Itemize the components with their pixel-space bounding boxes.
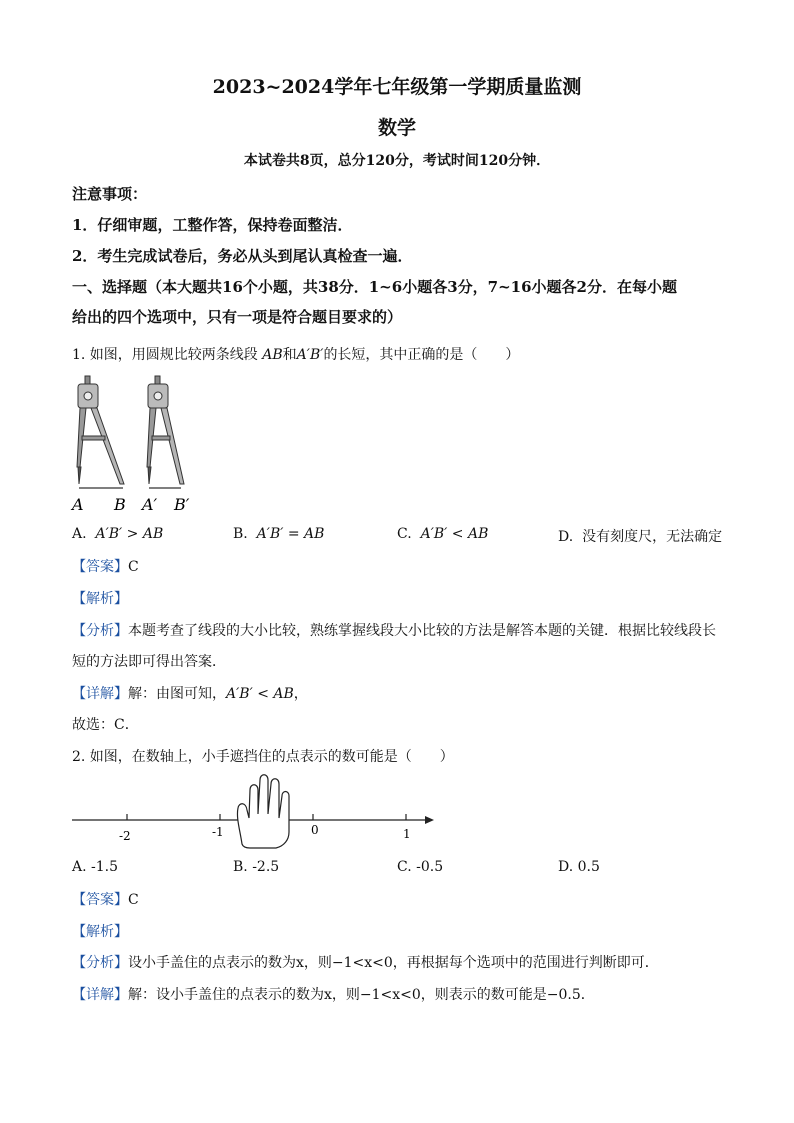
q1-answer-tag: 【答案】 <box>72 559 128 575</box>
q1-option-c-expr: A′B′ < AB <box>420 526 489 542</box>
q2-option-c-value: -0.5 <box>416 859 444 875</box>
q1-fenxi-tag: 【分析】 <box>72 623 128 639</box>
q1-option-b-letter: B. <box>233 526 248 542</box>
q1-option-b <box>233 526 324 542</box>
q2-detail-text: 解：设小手盖住的点表示的数为x，则−1<x<0，则表示的数可能是−0.5． <box>128 987 595 1003</box>
q1-answer-value: C <box>128 559 139 575</box>
q1-answer <box>72 556 139 576</box>
q1-option-a-expr: A′B′ > AB <box>95 526 164 542</box>
q1-choice: 故选：C． <box>72 717 139 733</box>
label-a: A <box>72 495 84 514</box>
q1-fenxi-text-1: 本题考查了线段的大小比较，熟练掌握线段大小比较的方法是解答本题的关键．根据比较线段长 <box>128 623 716 639</box>
q2-option-b-letter: B. <box>233 859 248 875</box>
arrow-right-icon <box>425 816 434 824</box>
q1-fenxi-line-2: 短的方法即可得出答案． <box>72 654 226 670</box>
q2-option-a-value: -1.5 <box>91 859 119 875</box>
q1-detail-end: ， <box>293 686 308 702</box>
label-b-prime: B′ <box>174 495 190 514</box>
note-item-1: 1．仔细审题，工整作答，保持卷面整洁． <box>72 216 353 234</box>
q1-option-c <box>397 526 488 542</box>
tick-label-neg2: -2 <box>119 829 131 843</box>
tick-label-0: 0 <box>311 823 319 837</box>
compass-icon-1 <box>77 376 124 484</box>
q1-seg-a1b1: A′B′ <box>296 347 324 363</box>
q2-option-a <box>72 859 118 875</box>
page-title: 2023~2024学年七年级第一学期质量监测 <box>212 76 582 98</box>
q1-fenxi-line-1 <box>72 620 716 640</box>
q2-detail-tag: 【详解】 <box>72 987 128 1003</box>
q2-answer <box>72 889 139 909</box>
q2-fenxi-text: 设小手盖住的点表示的数为x，则−1<x<0，再根据每个选项中的范围进行判断即可． <box>128 955 659 971</box>
q1-option-d <box>558 526 722 546</box>
section-heading-line-2: 给出的四个选项中，只有一项是符合题目要求的） <box>72 308 403 326</box>
q1-stem-b: 和 <box>282 347 297 363</box>
q2-fenxi <box>72 952 659 972</box>
q2-option-d <box>558 859 600 875</box>
q1-detail-expr: A′B′ < AB <box>226 686 294 702</box>
tick-label-1: 1 <box>403 827 411 841</box>
q1-option-d-letter: D. <box>558 529 574 545</box>
q2-answer-tag: 【答案】 <box>72 892 128 908</box>
q1-option-a-letter: A. <box>72 526 87 542</box>
q2-option-b <box>233 859 279 875</box>
q2-stem: 2. 如图，在数轴上，小手遮挡住的点表示的数可能是（ ） <box>72 749 454 765</box>
q2-option-d-value: 0.5 <box>577 859 600 875</box>
q1-stem-c: 的长短，其中正确的是（ ） <box>323 347 520 363</box>
q1-detail <box>72 683 308 703</box>
q1-option-d-text: 没有刻度尺，无法确定 <box>582 529 723 545</box>
notes-heading: 注意事项： <box>72 185 148 203</box>
note-item-2: 2．考生完成试卷后，务必从头到尾认真检查一遍． <box>72 247 413 265</box>
q1-option-c-letter: C. <box>397 526 412 542</box>
q2-analysis-tag: 【解析】 <box>72 924 128 940</box>
hand-icon <box>237 775 289 848</box>
q2-option-d-letter: D. <box>558 859 574 875</box>
q1-option-a <box>72 526 163 542</box>
q1-detail-text: 解：由图可知， <box>128 686 226 702</box>
compass-icon-2 <box>147 376 184 484</box>
q2-option-c-letter: C. <box>397 859 412 875</box>
q2-option-c <box>397 859 443 875</box>
q2-option-b-value: -2.5 <box>252 859 280 875</box>
section-heading-line-1: 一、选择题（本大题共16个小题，共38分．1~6小题各3分，7~16小题各2分．在每小题 <box>72 278 677 296</box>
q1-stem <box>72 344 519 364</box>
label-a-prime: A′ <box>142 495 158 514</box>
label-b: B <box>114 495 126 514</box>
q1-option-b-expr: A′B′ = AB <box>256 526 325 542</box>
exam-info: 本试卷共8页，总分120分，考试时间120分钟． <box>243 153 551 169</box>
q1-seg-ab: AB <box>262 347 283 363</box>
q2-option-a-letter: A. <box>72 859 87 875</box>
subject-title: 数学 <box>377 117 416 139</box>
tick-label-neg1: -1 <box>212 825 224 839</box>
q2-detail <box>72 984 595 1004</box>
compass-figure <box>70 372 200 522</box>
q1-analysis-tag: 【解析】 <box>72 591 128 607</box>
q1-detail-tag: 【详解】 <box>72 686 128 702</box>
number-line-figure <box>70 772 440 852</box>
q2-fenxi-tag: 【分析】 <box>72 955 128 971</box>
q2-answer-value: C <box>128 892 139 908</box>
q1-stem-a: 1. 如图，用圆规比较两条线段 <box>72 347 258 363</box>
